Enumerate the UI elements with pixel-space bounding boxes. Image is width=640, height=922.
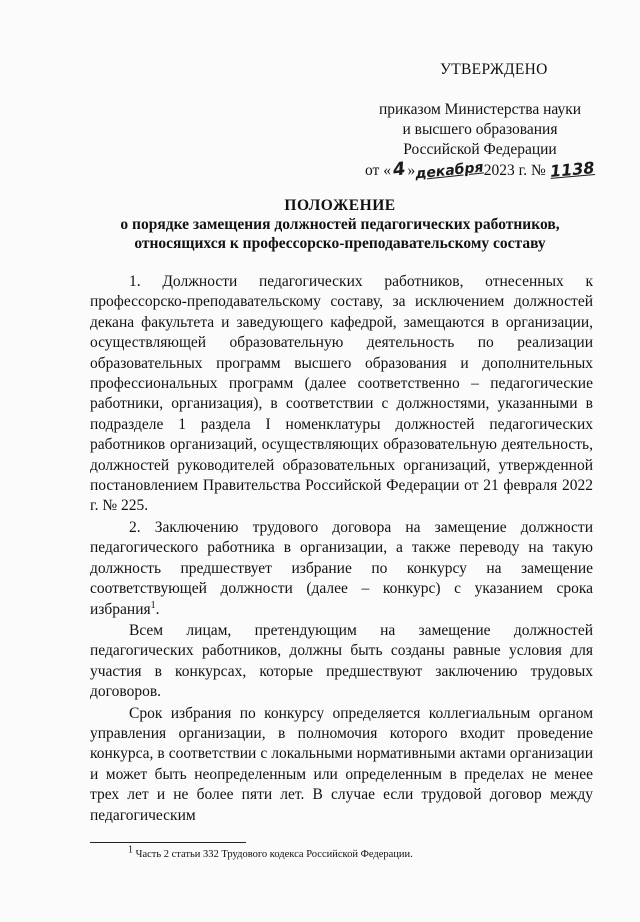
approval-date-line [365,160,605,181]
handwritten-day: 4 [391,158,407,181]
approval-line-2: и высшего образования [402,121,558,138]
footnote-marker: 1 [128,844,133,856]
footnote-divider [90,842,246,843]
handwritten-month: декабря [414,159,485,183]
approval-heading: УТВЕРЖДЕНО [440,61,548,78]
date-prefix: от « [365,162,391,179]
document-title [40,196,640,253]
approval-line-3: Российской Федерации [403,141,557,158]
document-body [90,272,593,826]
footnote-text: Часть 2 статьи 332 Трудового кодекса Российской Федерации. [135,849,413,860]
paragraph-1: 1. Должности педагогических работников, отнесенных к профессорско-преподавательскому составу, за исключением должностей декана факультета и заведующего кафедрой, замещаются в организации, осуществляющей образовательную деятельность по реализации образовательных программ высшего образования и дополнительных профессиональных программ (далее соответственно – педагогические работники, организация), в соответствии с должностями, указанными в подразделе 1 раздела I номенклатуры должностей педагогических работников организаций, осуществляющих образовательную деятельность, должностей руководителей образовательных организаций, утвержденной постановлением Правительства Российской Федерации от 21 февраля 2022 г. № 225. [90,273,593,515]
handwritten-order-number: 1138 [548,158,595,181]
date-year: 2023 г. № [483,162,546,179]
footnote-ref: 1 [150,599,156,611]
paragraph-3: Всем лицам, претендующим на замещение должностей педагогических работников, должны быть созданы равные условия для участия в конкурсах, которые предшествуют заключению трудовых договоров. [90,621,593,701]
paragraph-2-text: 2. Заключению трудового договора на замещение должности педагогического работника в организации, а также переводу на такую должность предшествует избрание по конкурсу на замещение соответствующей должности (далее – конкурс) с указанием срока избрания [90,518,593,618]
date-close: » [407,162,416,179]
approval-line-1: приказом Министерства науки [378,101,582,118]
paragraph-2: 2. Заключению трудового договора на замещение должности педагогического работника в организации, а также переводу на такую должность предшествует избрание по конкурсу на замещение соответствующей должности (далее – конкурс) с указанием срока избрания$^1$. [90,518,593,618]
paragraph-4: Срок избрания по конкурсу определяется коллегиальным органом управления организации, в полномочия которого входит проведение конкурса, в соответствии с локальными нормативными актами организации и может быть неопределенным или определенным в пределах не менее трех лет и не более пяти лет. В случае если трудовой договор между педагогическим [90,704,593,824]
footnote [128,844,413,860]
title-line-2: относящихся к профессорско-преподавательскому составу [134,235,546,252]
approval-stamp [360,60,600,181]
title-line-1: о порядке замещения должностей педагогических работников, [120,216,560,233]
title-heading: ПОЛОЖЕНИЕ [284,197,396,214]
